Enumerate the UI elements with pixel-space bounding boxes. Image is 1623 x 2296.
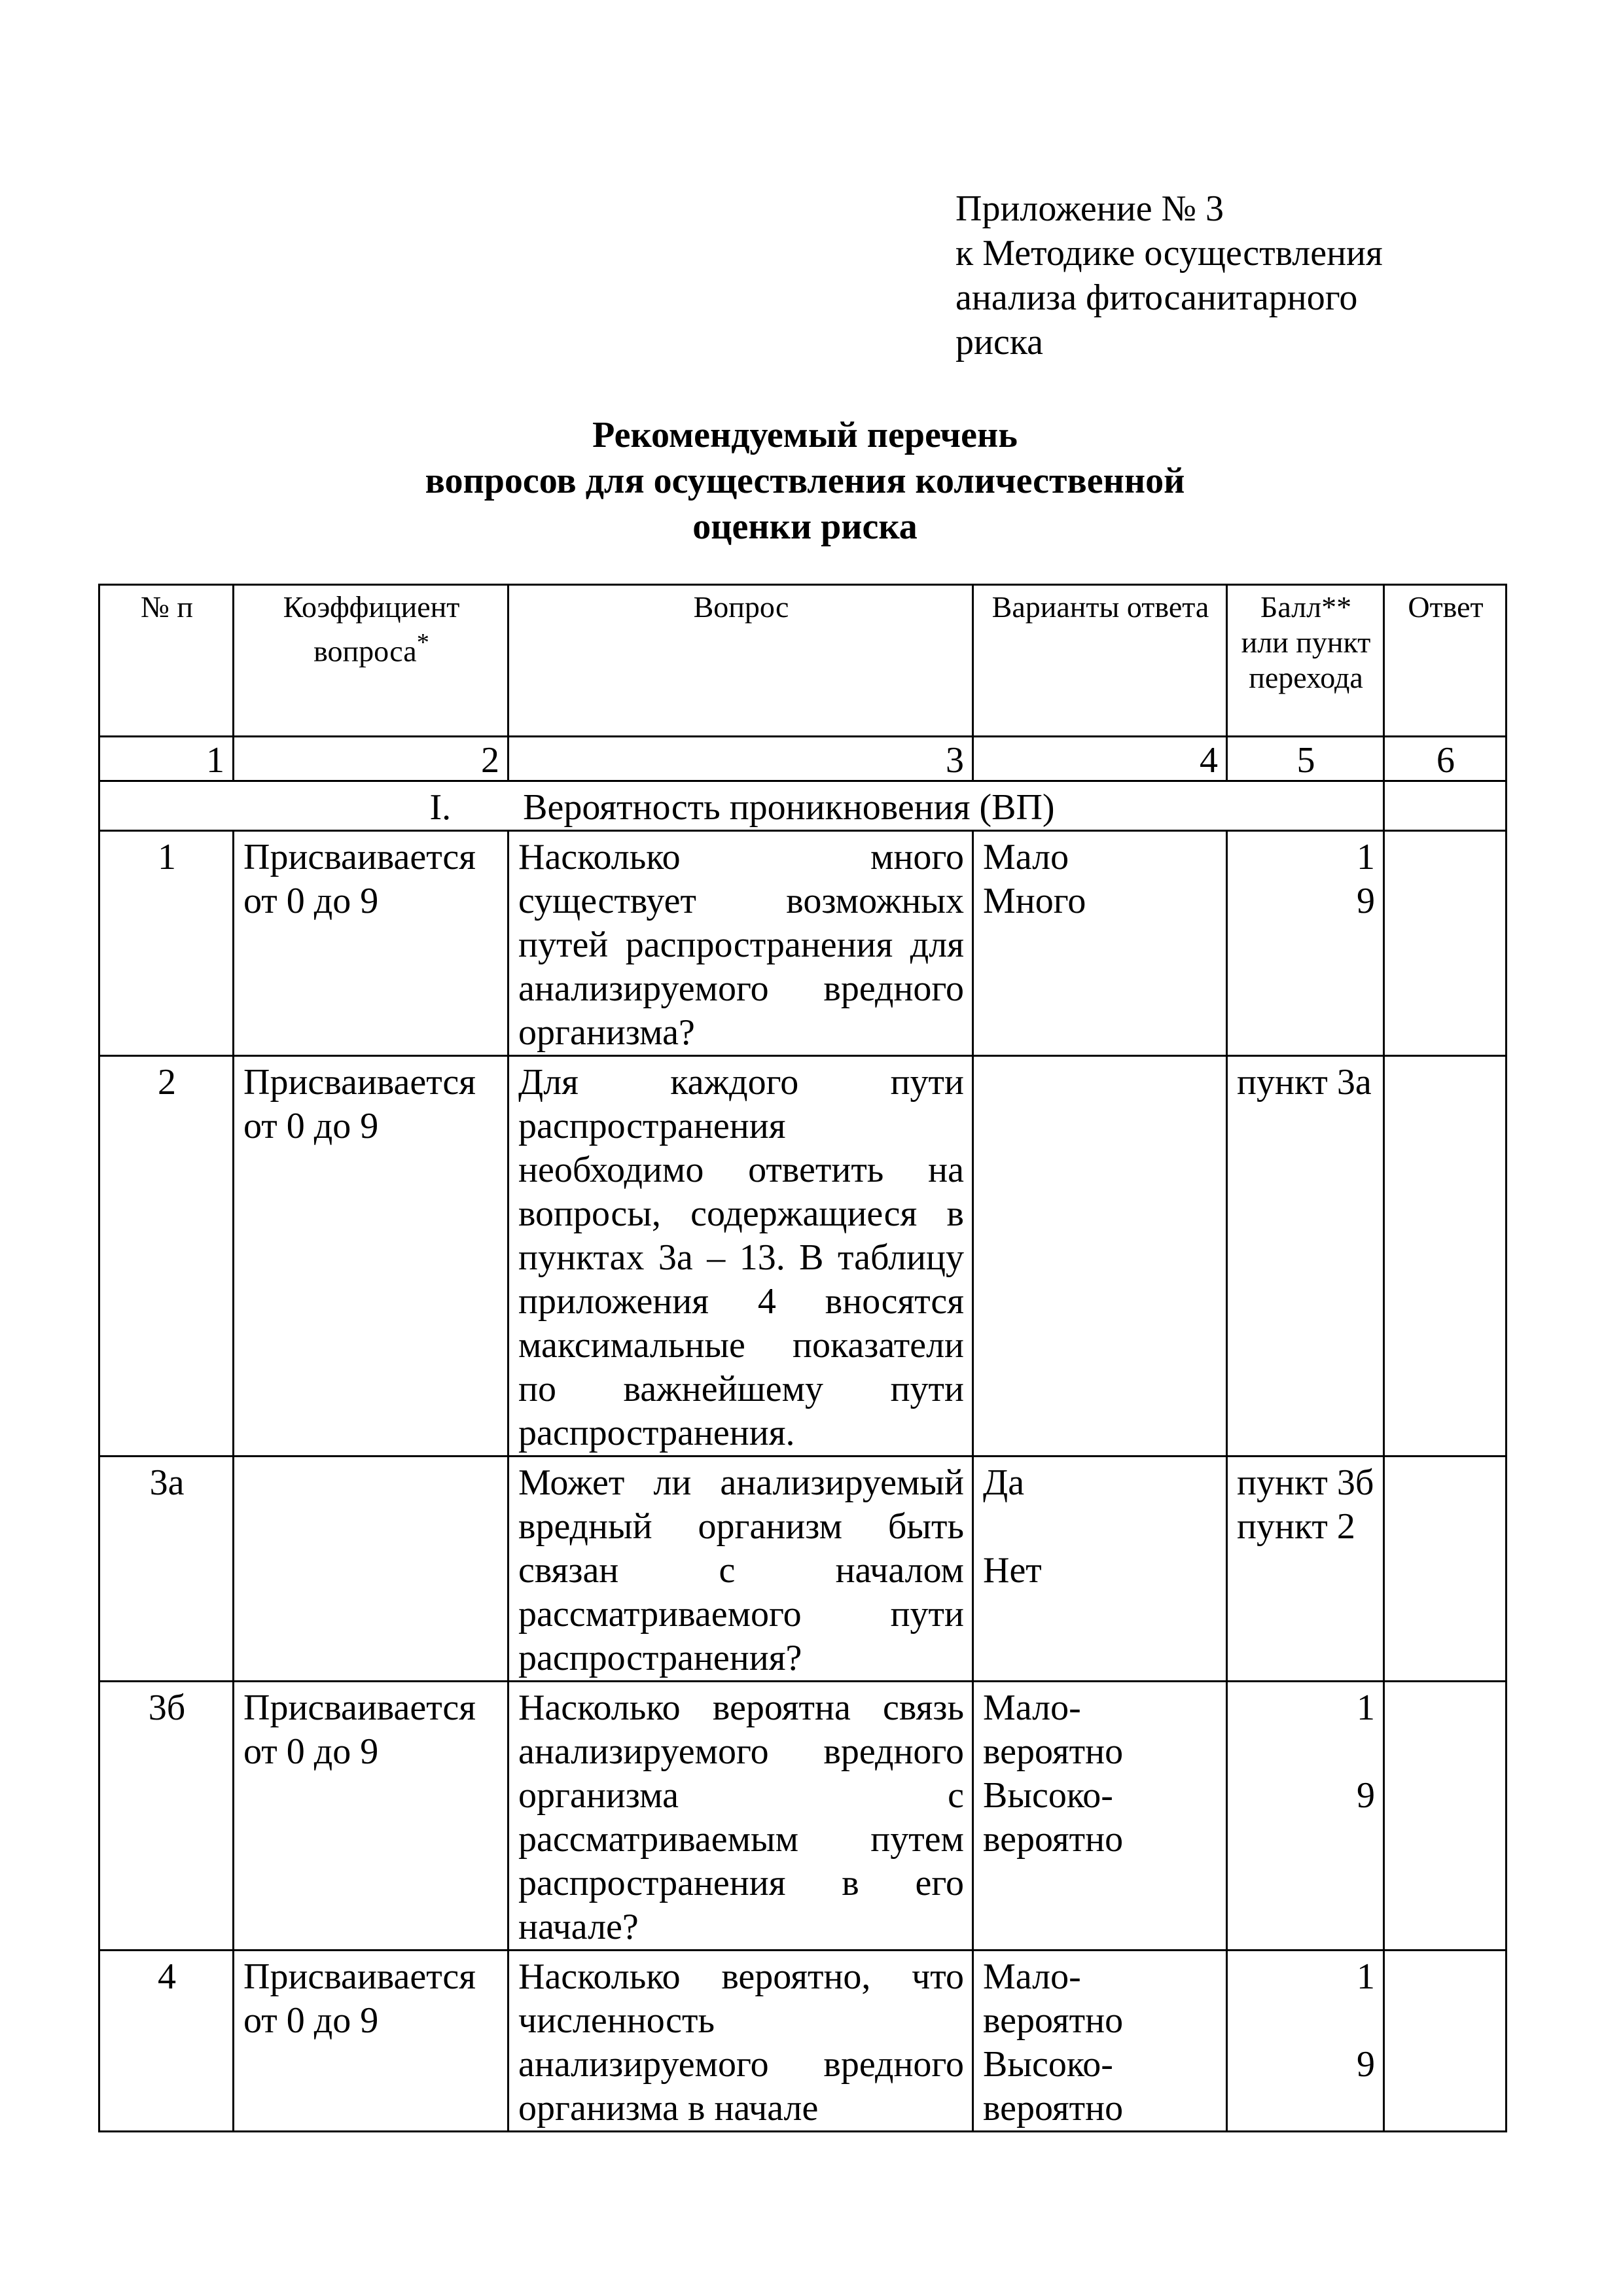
title-line: вопросов для осуществления количественной [425,461,1185,501]
header-coef [234,585,508,737]
row-variants [973,1951,1227,2132]
appendix-line: к Методике осуществления [955,233,1383,274]
section-text: Вероятность проникновения (ВП) [523,787,1055,828]
row-answer [1384,831,1507,1056]
row-scores [1227,1951,1384,2132]
row-question: Насколько много существует возможных путей распространения для анализируемого вредного организма? [508,831,973,1056]
score: 1 [1357,1687,1375,1728]
header-coef-text: Коэффициент вопроса [283,590,460,668]
variant: Да [983,1462,1025,1503]
row-scores [1227,1056,1384,1457]
score: 1 [1357,1956,1375,1997]
table-row [99,831,1507,1056]
section-title [99,781,1384,831]
row-coef: Присваивается от 0 до 9 [234,1682,508,1951]
score: 9 [1357,2044,1375,2085]
appendix-line: анализа фитосанитарного [955,277,1358,318]
appendix-line: Приложение № 3 [955,188,1224,229]
header-row [99,585,1507,737]
row-num: 2 [99,1056,234,1457]
table-row [99,1682,1507,1951]
score: пункт 2 [1237,1506,1355,1547]
header-coef-mark: * [416,629,429,656]
col-number: 1 [99,737,234,781]
title-line: Рекомендуемый перечень [592,415,1018,455]
col-number: 5 [1227,737,1384,781]
appendix-line: риска [955,322,1044,362]
row-num: 4 [99,1951,234,2132]
col-number: 2 [234,737,508,781]
row-question: Насколько вероятно, что численность анализируемого вредного организма в начале [508,1951,973,2132]
section-empty [1384,781,1507,831]
column-number-row [99,737,1507,781]
header-question: Вопрос [508,585,973,737]
row-coef: Присваивается от 0 до 9 [234,1951,508,2132]
col-number: 4 [973,737,1227,781]
variant: Нет [983,1550,1042,1591]
variant: Много [983,881,1086,921]
title-line: оценки риска [692,506,918,547]
score: пункт 3а [1237,1062,1372,1103]
variant: Высоко-вероятно [983,2044,1124,2128]
variant: Мало-вероятно [983,1687,1124,1772]
row-scores [1227,1457,1384,1682]
row-num: 3б [99,1682,234,1951]
header-variants: Варианты ответа [973,585,1227,737]
score: 9 [1357,1775,1375,1816]
score: 1 [1357,837,1375,877]
score: 9 [1357,881,1375,921]
row-coef [234,1457,508,1682]
section-roman: I. [429,787,452,828]
score: пункт 3б [1237,1462,1374,1503]
header-answer: Ответ [1384,585,1507,737]
risk-questions-table [98,584,1507,2132]
row-variants [973,831,1227,1056]
row-answer [1384,1056,1507,1457]
table-row [99,1457,1507,1682]
section-row [99,781,1507,831]
row-question: Для каждого пути распространения необходимо ответить на вопросы, содержащиеся в пунктах 3а – 13. В таблицу приложения 4 вносятся максимальные показатели по важнейшему пути распространения. [508,1056,973,1457]
col-number: 3 [508,737,973,781]
row-question: Насколько вероятна связь анализируемого вредного организма с рассматриваемым путем распространения в его начале? [508,1682,973,1951]
header-num: № п [99,585,234,737]
row-coef: Присваивается от 0 до 9 [234,831,508,1056]
appendix-caption [955,186,1544,364]
row-variants [973,1457,1227,1682]
row-question: Может ли анализируемый вредный организм быть связан с началом рассматриваемого пути распространения? [508,1457,973,1682]
table-row [99,1951,1507,2132]
row-num: 3а [99,1457,234,1682]
row-scores [1227,831,1384,1056]
row-scores [1227,1682,1384,1951]
row-coef: Присваивается от 0 до 9 [234,1056,508,1457]
row-answer [1384,1682,1507,1951]
col-number: 6 [1384,737,1507,781]
table-row [99,1056,1507,1457]
row-answer [1384,1457,1507,1682]
row-answer [1384,1951,1507,2132]
row-num: 1 [99,831,234,1056]
variant: Высоко-вероятно [983,1775,1124,1860]
variant: Мало [983,837,1069,877]
variant: Мало-вероятно [983,1956,1124,2041]
row-variants [973,1056,1227,1457]
header-score: Балл** или пункт перехода [1227,585,1384,737]
row-variants [973,1682,1227,1951]
document-title [288,412,1322,550]
